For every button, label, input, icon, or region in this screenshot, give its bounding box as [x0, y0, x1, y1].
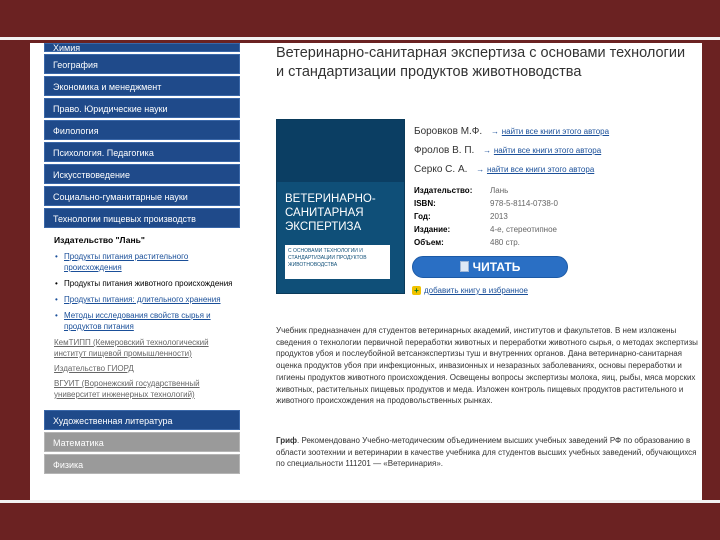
cover-subtitle: С ОСНОВАМИ ТЕХНОЛОГИИ И СТАНДАРТИЗАЦИИ ПРОДУКТОВ ЖИВОТНОВОДСТВА [288, 248, 367, 268]
read-button-label: ЧИТАТЬ [472, 260, 521, 274]
sidebar-item-fiction[interactable]: Художественная литература [44, 410, 240, 430]
meta-key: Издание: [414, 225, 451, 234]
sidebar-item-chemistry[interactable]: Химия [44, 43, 240, 52]
meta-value: Лань [490, 186, 509, 195]
read-button[interactable] [412, 256, 568, 278]
subcategory-list [54, 251, 240, 332]
author-name: Серко С. А. [414, 164, 468, 175]
sidebar-item-psychology[interactable]: Психология. Педагогика [44, 142, 240, 162]
book-icon [460, 261, 469, 272]
publisher-logo-icon [382, 260, 390, 272]
subcategory-item[interactable]: • Методы исследования свойств сырья и продуктов питания [54, 310, 240, 332]
book-description: Учебник предназначен для студентов ветеринарных академий, институтов и факультетов. В нем изложены сведения о технологии первичной переработки животных и переработки животного сырья, о методах экспертизы продуктов убоя и послеубойной ветсанэкспертизы туш и внутренних органов. Дана ветеринарно-санитарная оценка продуктов убоя при инфекционных, инвазионных и незаразных заболеваниях, основы переработки и гигиены продуктов животного происхождения. Освещены вопросы экспертизы молока, яиц, рыбы, мяса морских животных, растительных пищевых продуктов и меда. Изложен контроль пищевых продуктов растительного и животного происхождения на продовольственных рынках. [276, 326, 698, 406]
page-title: Ветеринарно-санитарная экспертиза с основами технологии и стандартизации продуктов животноводства [276, 45, 686, 80]
sidebar-item-physics[interactable]: Физика [44, 454, 240, 474]
meta-value: 4-е, стереотипное [490, 225, 557, 234]
top-banner [0, 0, 720, 40]
meta-value: 978-5-8114-0738-0 [490, 199, 558, 208]
author-books-link[interactable]: найти все книги этого автора [501, 127, 610, 136]
arrow-right-icon: → [483, 146, 492, 155]
subcategory-item[interactable]: • Продукты питания: длительного хранения [54, 294, 240, 305]
book-details [276, 43, 702, 500]
add-favorite-link[interactable]: добавить книгу в избранное [424, 286, 528, 295]
webpage [30, 43, 702, 500]
author-row [414, 141, 702, 160]
author-name: Фролов В. П. [414, 145, 475, 156]
meta-key: ISBN: [414, 199, 436, 208]
sidebar [44, 43, 240, 500]
meta-key: Год: [414, 212, 431, 221]
subcategory-item[interactable]: • Продукты питания растительного происхождения [54, 251, 240, 273]
author-books-link[interactable]: найти все книги этого автора [486, 165, 595, 174]
meta-row [414, 197, 702, 210]
book-meta [414, 184, 702, 249]
plus-icon: + [412, 286, 421, 295]
sidebar-item-art[interactable]: Искусствоведение [44, 164, 240, 184]
sidebar-item-economics[interactable]: Экономика и менеджмент [44, 76, 240, 96]
author-row [414, 122, 702, 141]
sidebar-item-humanities[interactable]: Социально-гуманитарные науки [44, 186, 240, 206]
book-cover[interactable] [276, 119, 405, 294]
meta-value: 2013 [490, 212, 508, 221]
add-favorite[interactable] [412, 286, 528, 295]
publisher-link[interactable]: КемТИПП (Кемеровский технологический институт пищевой промышленности) [54, 338, 209, 358]
cover-subtitle-box [285, 245, 390, 279]
sidebar-item-math[interactable]: Математика [44, 432, 240, 452]
meta-value: 480 стр. [490, 238, 520, 247]
meta-row [414, 223, 702, 236]
bottom-banner [0, 500, 720, 540]
subcategory-item-active[interactable]: • Продукты питания животного происхождения [54, 278, 240, 289]
grif-label: Гриф [276, 436, 298, 445]
author-books-link[interactable]: найти все книги этого автора [493, 146, 602, 155]
publisher-link[interactable]: ВГУИТ (Воронежский государственный университет инженерных технологий) [54, 379, 200, 399]
meta-key: Объем: [414, 238, 444, 247]
sidebar-item-geography[interactable]: География [44, 54, 240, 74]
sidebar-item-philology[interactable]: Филология [44, 120, 240, 140]
grif-text: Рекомендовано Учебно-методическим объединением высших учебных заведений РФ по образованию в области зоотехнии и ветеринарии в качестве учебника для студентов высших учебных заведений, обучающихся по специальности 111201 — «Ветеринария». [276, 436, 697, 469]
authors-list [414, 122, 702, 179]
meta-row [414, 210, 702, 223]
arrow-right-icon: → [490, 127, 499, 136]
cover-band [277, 120, 404, 182]
author-name: Боровков М.Ф. [414, 126, 483, 137]
author-row [414, 160, 702, 179]
sidebar-item-food-tech[interactable]: Технологии пищевых производств [44, 208, 240, 228]
book-grif: Гриф. Рекомендовано Учебно-методическим объединением высших учебных заведений РФ по образованию в области зоотехнии и ветеринарии в качестве учебника для студентов высших учебных заведений, обучающихся по специальности 111201 — «Ветеринария». [276, 436, 697, 469]
meta-row [414, 236, 702, 249]
cover-title: ВЕТЕРИНАРНО-САНИТАРНАЯ ЭКСПЕРТИЗА [285, 193, 376, 233]
arrow-right-icon: → [476, 165, 485, 174]
meta-row [414, 184, 702, 197]
sidebar-item-law[interactable]: Право. Юридические науки [44, 98, 240, 118]
meta-key: Издательство: [414, 186, 473, 195]
subcategory-panel [44, 230, 240, 410]
publisher-title: Издательство "Лань" [54, 235, 145, 245]
publisher-link[interactable]: Издательство ГИОРД [54, 364, 134, 373]
